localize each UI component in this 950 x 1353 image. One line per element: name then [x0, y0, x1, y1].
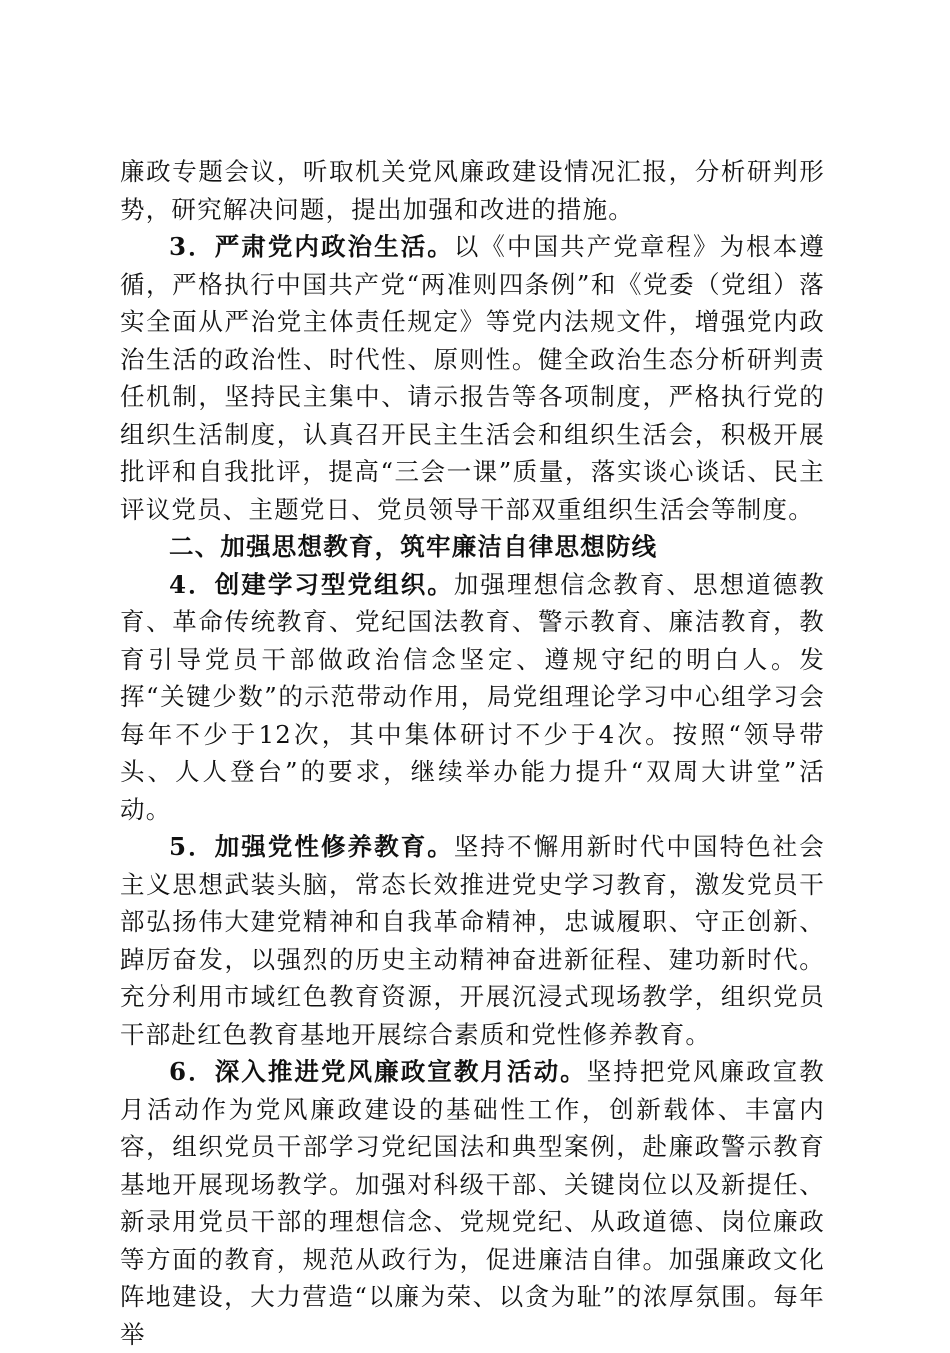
item-title: 严肃党内政治生活。 [214, 232, 454, 261]
item-text: 坚持不懈用新时代中国特色社会主义思想武装头脑，常态长效推进党史学习教育，激发党员干部弘扬伟大建党精神和自我革命精神，忠诚履职、守正创新、踔厉奋发，以强烈的历史主动精神奋进新征程、建功新时代。充分利用市域红色教育资源，开展沉浸式现场教学，组织党员干部赴红色教育基地开展综合素质和党性修养教育。 [120, 832, 825, 1049]
section-heading-text: 二、加强思想教育，筑牢廉洁自律思想防线 [169, 532, 658, 561]
section-heading-2 [120, 528, 825, 566]
item-title: 创建学习型党组织。 [214, 569, 454, 599]
item-number: 5． [169, 832, 215, 861]
item-text: 坚持把党风廉政宣教月活动作为党风廉政建设的基础性工作，创新载体、丰富内容，组织党员干部学习党纪国法和典型案例，赴廉政警示教育基地开展现场教学。加强对科级干部、关键岗位以及新提任、新录用党员干部的理想信念、党规党纪、从政道德、岗位廉政等方面的教育，规范从政行为，促进廉洁自律。加强廉政文化阵地建设，大力营造“以廉为荣、以贪为耻”的浓厚氛围。每年举 [120, 1057, 825, 1349]
item-number: 3． [169, 232, 215, 261]
paragraph-continuation [120, 153, 825, 228]
item-title: 深入推进党风廉政宣教月活动。 [214, 1057, 587, 1086]
item-text: 以《中国共产党章程》为根本遵循，严格执行中国共产党“两准则四条例”和《党委（党组）落实全面从严治党主体责任规定》等党内法规文件，增强党内政治生活的政治性、时代性、原则性。健全政治生态分析研判责任机制，坚持民主集中、请示报告等各项制度，严格执行党的组织生活制度，认真召开民主生活会和组织生活会，积极开展批评和自我批评，提高“三会一课”质量，落实谈心谈话、民主评议党员、主题党日、党员领导干部双重组织生活会等制度。 [120, 232, 825, 524]
item-number: 4． [169, 569, 215, 599]
paragraph-item-5 [120, 828, 825, 1053]
item-title: 加强党性修养教育。 [214, 832, 454, 861]
paragraph-text: 廉政专题会议，听取机关党风廉政建设情况汇报，分析研判形势，研究解决问题，提出加强和改进的措施。 [120, 157, 825, 224]
paragraph-item-3 [120, 228, 825, 528]
item-number: 6． [169, 1057, 215, 1086]
item-text: 加强理想信念教育、思想道德教育、革命传统教育、党纪国法教育、警示教育、廉洁教育，教育引导党员干部做政治信念坚定、遵规守纪的明白人。发挥“关键少数”的示范带动作用，局党组理论学习中心组学习会每年不少于12次，其中集体研讨不少于4次。按照“领导带头、人人登台”的要求，继续举办能力提升“双周大讲堂”活动。 [120, 569, 825, 824]
paragraph-item-4 [120, 566, 825, 829]
paragraph-item-6 [120, 1053, 825, 1353]
